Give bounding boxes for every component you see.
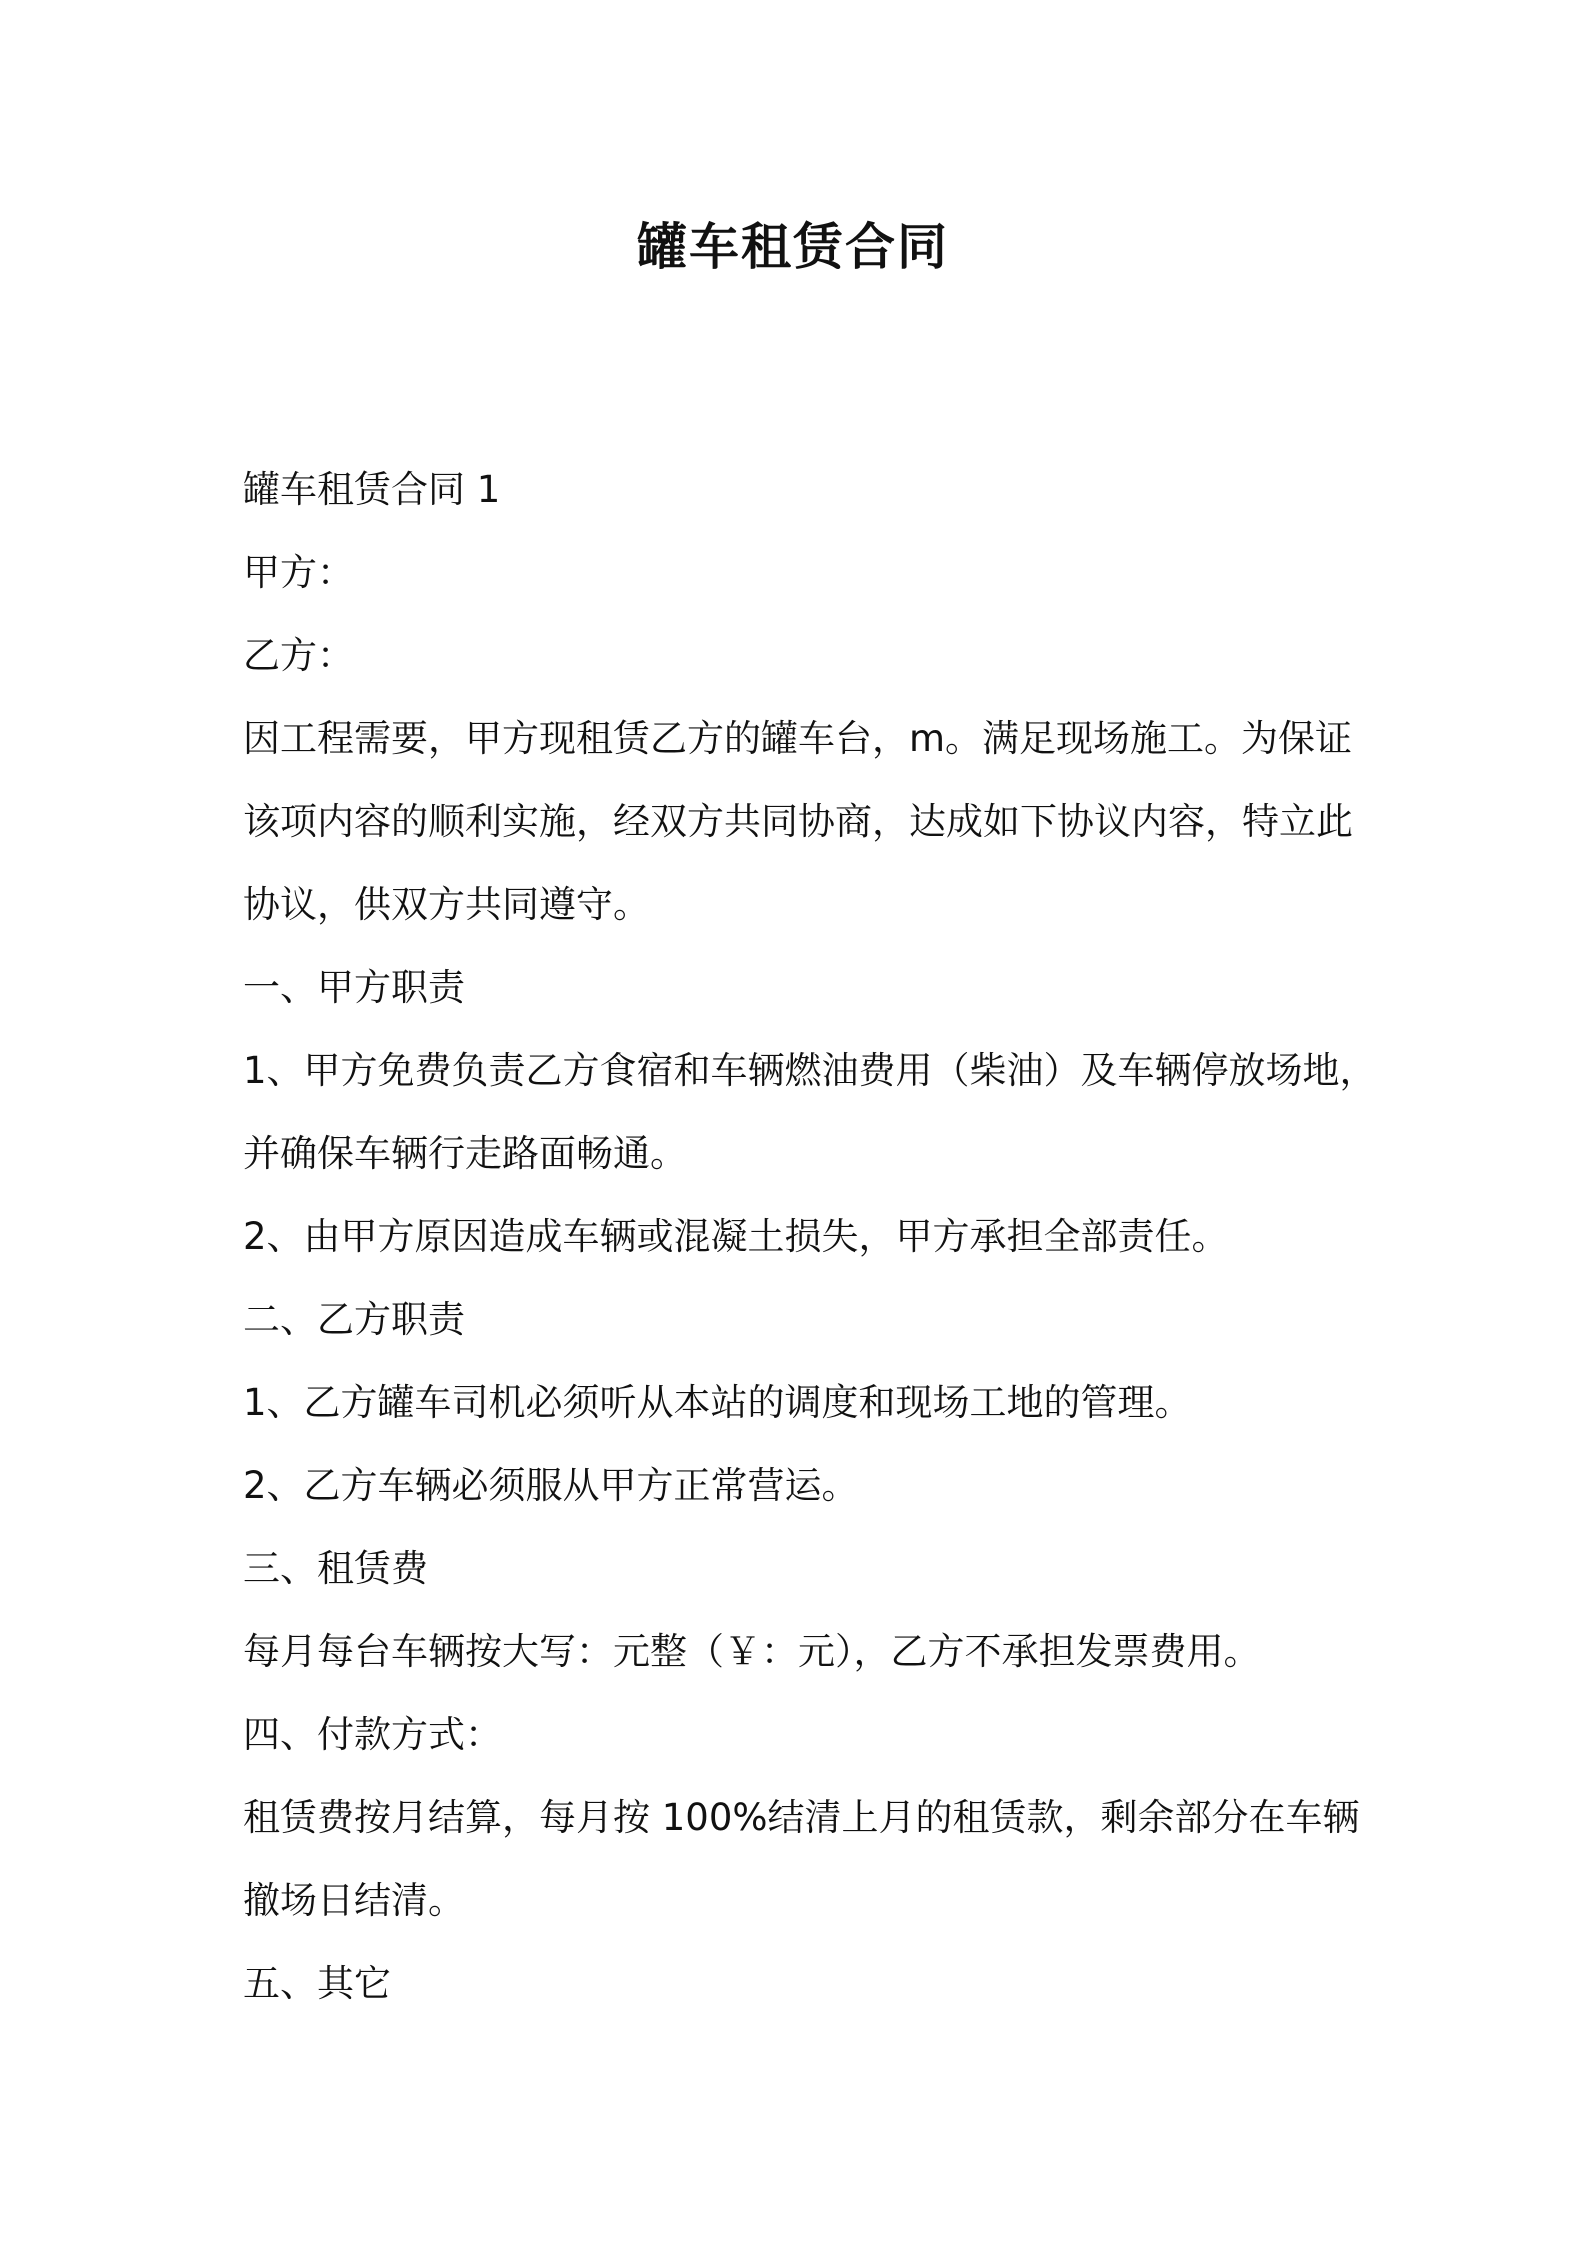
clause-2-2: 2、乙方车辆必须服从甲方正常营运。 [243, 1464, 859, 1507]
document-body [243, 448, 1377, 2025]
preamble-line-3: 协议，供双方共同遵守。 [243, 883, 650, 926]
document-title: 罐车租赁合同 [637, 218, 949, 276]
payment-clause-line-2: 撤场日结清。 [243, 1879, 465, 1922]
section-heading-5: 五、其它 [243, 1962, 391, 2005]
clause-1-2: 2、由甲方原因造成车辆或混凝土损失，甲方承担全部责任。 [243, 1215, 1229, 1258]
clause-1-1-line-1: 1、甲方免费负责乙方食宿和车辆燃油费用（柴油）及车辆停放场地， [243, 1049, 1377, 1092]
section-heading-2: 二、乙方职责 [243, 1298, 465, 1341]
section-heading-4: 四、付款方式： [243, 1713, 502, 1756]
preamble-line-1: 因工程需要，甲方现租赁乙方的罐车台，m。满足现场施工。为保证 [243, 717, 1353, 760]
section-heading-1: 一、甲方职责 [243, 966, 465, 1009]
party-b-line: 乙方： [243, 634, 354, 677]
clause-1-1-line-2: 并确保车辆行走路面畅通。 [243, 1132, 687, 1175]
party-a-line: 甲方： [243, 551, 354, 594]
clause-2-1: 1、乙方罐车司机必须听从本站的调度和现场工地的管理。 [243, 1381, 1192, 1424]
section-heading-3: 三、租赁费 [243, 1547, 428, 1590]
payment-clause-line-1: 租赁费按月结算，每月按 100%结清上月的租赁款，剩余部分在车辆 [243, 1796, 1360, 1839]
rental-fee-clause: 每月每台车辆按大写：元整（￥：元），乙方不承担发票费用。 [243, 1630, 1261, 1673]
contract-subtitle: 罐车租赁合同 1 [243, 468, 501, 511]
preamble-line-2: 该项内容的顺利实施，经双方共同协商，达成如下协议内容，特立此 [243, 800, 1353, 843]
